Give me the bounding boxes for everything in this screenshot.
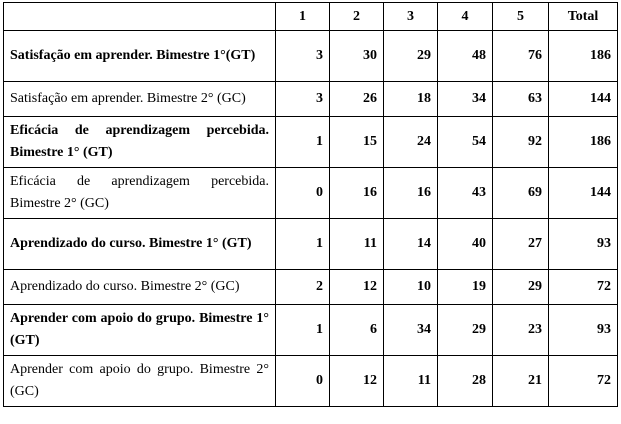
header-cell-3: 3 <box>384 3 438 31</box>
cell-total: 144 <box>549 82 618 117</box>
header-cell-empty <box>4 3 276 31</box>
results-table <box>3 2 618 407</box>
cell-2: 6 <box>330 305 384 356</box>
cell-total: 144 <box>549 168 618 219</box>
header-cell-2: 2 <box>330 3 384 31</box>
table-row <box>4 31 618 82</box>
table-row <box>4 219 618 270</box>
header-cell-5: 5 <box>493 3 549 31</box>
cell-4: 28 <box>438 356 493 407</box>
cell-4: 40 <box>438 219 493 270</box>
cell-3: 11 <box>384 356 438 407</box>
cell-3: 24 <box>384 117 438 168</box>
cell-1: 3 <box>276 31 330 82</box>
row-label: Aprender com apoio do grupo. Bimestre 1° (GT) <box>4 305 276 356</box>
header-cell-1: 1 <box>276 3 330 31</box>
cell-4: 54 <box>438 117 493 168</box>
cell-total: 186 <box>549 31 618 82</box>
cell-5: 27 <box>493 219 549 270</box>
cell-2: 12 <box>330 270 384 305</box>
cell-1: 1 <box>276 219 330 270</box>
row-label: Aprendizado do curso. Bimestre 1° (GT) <box>4 219 276 270</box>
cell-1: 0 <box>276 356 330 407</box>
cell-3: 29 <box>384 31 438 82</box>
header-row <box>4 3 618 31</box>
cell-total: 72 <box>549 270 618 305</box>
table-row <box>4 168 618 219</box>
cell-5: 23 <box>493 305 549 356</box>
cell-total: 72 <box>549 356 618 407</box>
table-row <box>4 270 618 305</box>
cell-2: 15 <box>330 117 384 168</box>
header-cell-total: Total <box>549 3 618 31</box>
row-label: Satisfação em aprender. Bimestre 1°(GT) <box>4 31 276 82</box>
cell-2: 16 <box>330 168 384 219</box>
cell-3: 14 <box>384 219 438 270</box>
cell-2: 26 <box>330 82 384 117</box>
cell-5: 21 <box>493 356 549 407</box>
cell-3: 18 <box>384 82 438 117</box>
cell-5: 69 <box>493 168 549 219</box>
cell-5: 63 <box>493 82 549 117</box>
cell-4: 19 <box>438 270 493 305</box>
row-label: Eficácia de aprendizagem percebida. Bimestre 1° (GT) <box>4 117 276 168</box>
cell-5: 29 <box>493 270 549 305</box>
cell-2: 30 <box>330 31 384 82</box>
cell-2: 11 <box>330 219 384 270</box>
table-row <box>4 305 618 356</box>
cell-3: 16 <box>384 168 438 219</box>
cell-5: 76 <box>493 31 549 82</box>
row-label: Eficácia de aprendizagem percebida. Bimestre 2° (GC) <box>4 168 276 219</box>
cell-4: 34 <box>438 82 493 117</box>
table-row <box>4 82 618 117</box>
cell-total: 93 <box>549 305 618 356</box>
cell-3: 34 <box>384 305 438 356</box>
cell-1: 1 <box>276 305 330 356</box>
cell-1: 0 <box>276 168 330 219</box>
cell-4: 43 <box>438 168 493 219</box>
cell-1: 3 <box>276 82 330 117</box>
cell-4: 29 <box>438 305 493 356</box>
table-row <box>4 117 618 168</box>
row-label: Satisfação em aprender. Bimestre 2° (GC) <box>4 82 276 117</box>
row-label: Aprender com apoio do grupo. Bimestre 2° (GC) <box>4 356 276 407</box>
row-label: Aprendizado do curso. Bimestre 2° (GC) <box>4 270 276 305</box>
cell-1: 2 <box>276 270 330 305</box>
cell-5: 92 <box>493 117 549 168</box>
header-cell-4: 4 <box>438 3 493 31</box>
table-row <box>4 356 618 407</box>
cell-4: 48 <box>438 31 493 82</box>
cell-total: 93 <box>549 219 618 270</box>
cell-3: 10 <box>384 270 438 305</box>
cell-total: 186 <box>549 117 618 168</box>
cell-1: 1 <box>276 117 330 168</box>
cell-2: 12 <box>330 356 384 407</box>
